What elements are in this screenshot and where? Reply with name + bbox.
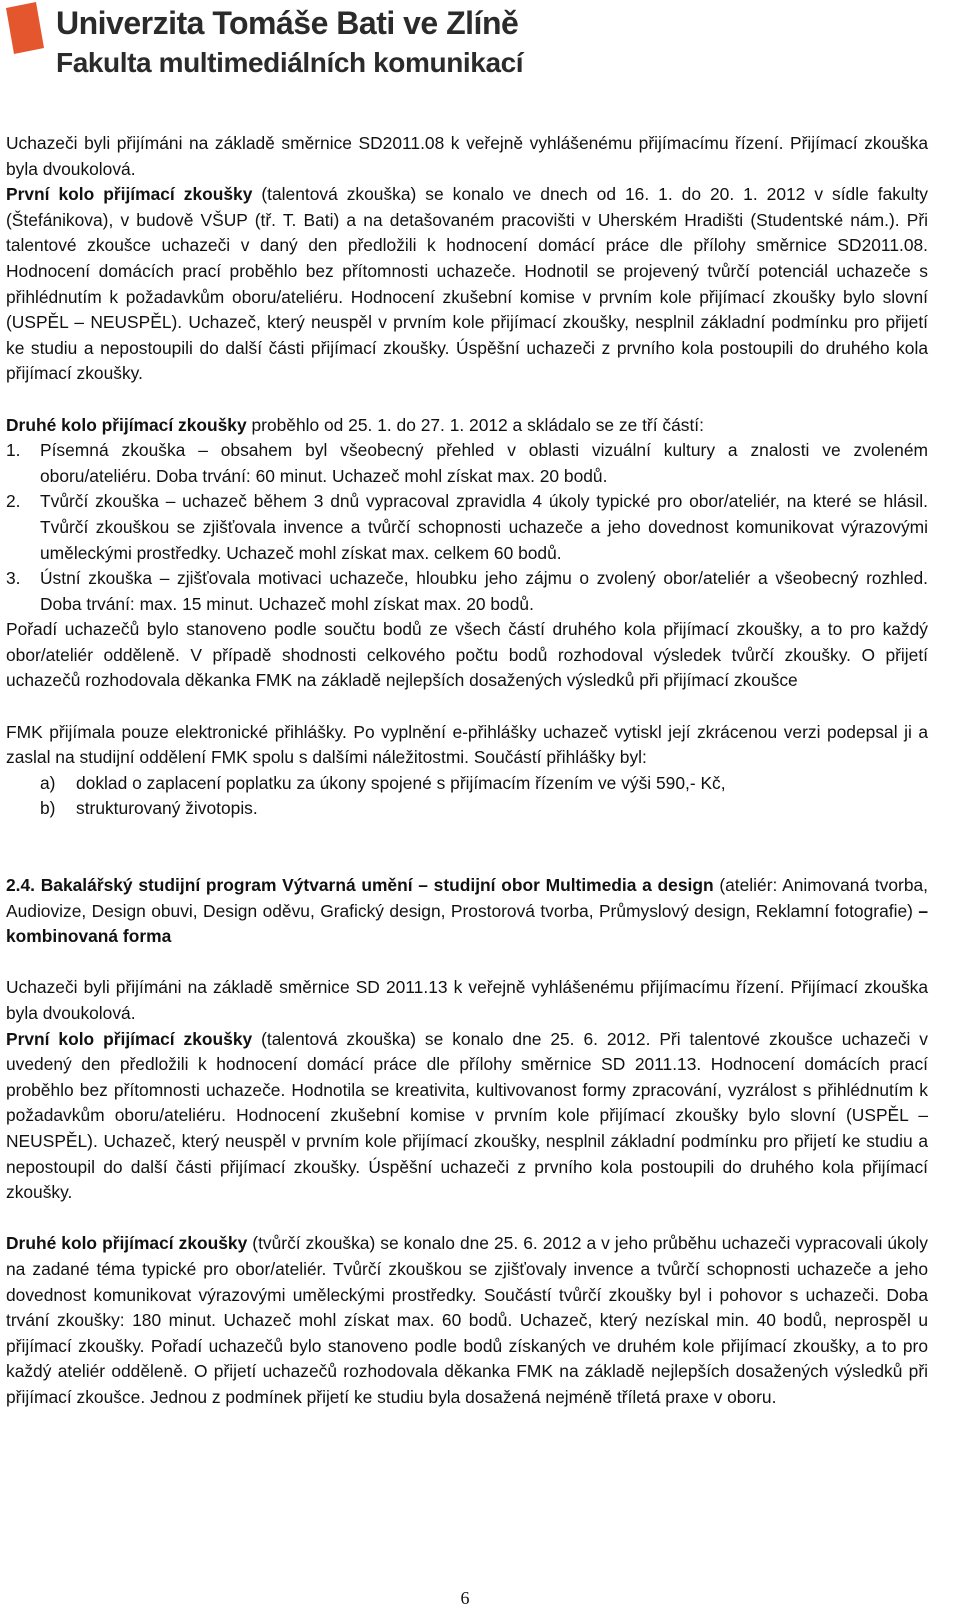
s2-round1-heading: První kolo přijímací zkoušky xyxy=(6,1028,253,1049)
s1-exam-parts-list xyxy=(6,438,928,617)
page-header xyxy=(6,2,606,84)
faculty-name: Fakulta multimediálních komunikací xyxy=(56,47,524,78)
list-item: 1. Písemná zkouška – obsahem byl všeobecný přehled v oblasti vizuální kultury a znalosti ve zvoleném oboru/ateliéru. Doba trvání: 60 minut. Uchazeč mohl získat max. 20 bodů. xyxy=(6,440,928,486)
s1-round2 xyxy=(6,413,928,439)
s1-intro: Uchazeči byli přijímáni na základě směrnice SD2011.08 k veřejně vyhlášenému přijímacímu řízení. Přijímací zkouška byla dvoukolová. xyxy=(6,133,928,179)
s1-round1-text: (talentová zkouška) se konalo ve dnech od 16. 1. do 20. 1. 2012 v sídle fakulty (Štefánikova), v budově VŠUP (tř. T. Bati) a na detašovaném pracovišti v Uherském Hradišti (Studentské nám.). Při talentové zkoušce uchazeči v daný den předložili k hodnocení domácí práce dle přílohy směrnice SD2011.08. Hodnocení domácích prací proběhlo bez přítomnosti uchazeče. Hodnotil se projevený tvůrčí potenciál uchazeče s přihlédnutím k požadavkům oboru/ateliéru. Hodnocení zkušební komise v prvním kole přijímací zkoušky bylo slovní (USPĚL – NEUSPĚL). Uchazeč, který neuspěl v prvním kole přijímací zkoušky, nesplnil základní podmínku pro přijetí ke studiu a nepostoupili do další části přijímací zkoušky. Úspěšní uchazeči z prvního kola postoupili do druhého kola přijímací zkoušky. xyxy=(6,184,928,384)
s2-round2-text: (tvůrčí zkouška) se konalo dne 25. 6. 2012 a v jeho průběhu uchazeči vypracovali úkoly na zadané téma typické pro obor/ateliér. Tvůrčí zkouškou se zjišťovaly invence a tvůrčí schopnosti uchazeče a jeho dovednost komunikovat výrazovými uměleckými prostředky. Součástí tvůrčí zkoušky byl i pohovor s uchazeči. Doba trvání zkoušky: 180 minut. Uchazeč mohl získat max. 60 bodů. Uchazeč, který nezískal min. 40 bodů, neprospěl u přijímací zkoušky. Pořadí uchazečů bylo stanoveno podle bodů získaných ve druhém kole přijímací zkoušky, a to pro každý ateliér odděleně. O přijetí uchazečů rozhodovala děkanka FMK na základě nejlepších dosažených výsledků při přijímací zkoušce. Jednou z podmínek přijetí ke studiu byla dosažená nejméně tříletá praxe v oboru. xyxy=(6,1233,928,1407)
s1-application: FMK přijímala pouze elektronické přihlášky. Po vyplnění e-přihlášky uchazeč vytiskl její zkrácenou verzi podepsal ji a zaslal na studijní oddělení FMK spolu s dalšími náležitostmi. Součástí přihlášky byl: xyxy=(6,721,928,768)
section-title: 2.4. Bakalářský studijní program Výtvarná umění – studijní obor Multimedia a design xyxy=(6,875,714,896)
s2-intro: Uchazeči byli přijímáni na základě směrnice SD 2011.13 k veřejně vyhlášenému přijímacímu řízení. Přijímací zkouška byla dvoukolová. xyxy=(6,977,928,1023)
list-item: 3. Ústní zkouška – zjišťovala motivaci uchazeče, hloubku jeho zájmu o zvolený obor/ateliér a všeobecný rozhled. Doba trvání: max. 15 minut. Uchazeč mohl získat max. 20 bodů. xyxy=(6,568,928,614)
s1-round2-text: proběhlo od 25. 1. do 27. 1. 2012 a skládalo se ze tří částí: xyxy=(246,414,704,435)
section-form: – kombinovaná forma xyxy=(6,900,928,947)
s2-round2-heading: Druhé kolo přijímací zkoušky xyxy=(6,1233,248,1254)
s2-heading xyxy=(6,873,928,950)
s2-round1 xyxy=(6,1027,928,1206)
s1-ranking: Pořadí uchazečů bylo stanoveno podle součtu bodů ze všech částí druhého kola přijímací zkoušky, a to pro každý obor/ateliér odděleně. V případě shodnosti celkového počtu bodů rozhodoval výsledek tvůrčí zkoušky. O přijetí uchazečů rozhodovala děkanka FMK na základě nejlepších dosažených výsledků při přijímací zkoušce xyxy=(6,619,928,691)
s2-round1-text: (talentová zkouška) se konalo dne 25. 6. 2012. Při talentové zkoušce uchazeči v uvedený den předložili k hodnocení domácí práce dle přílohy směrnice SD 2011.13. Hodnocení domácích prací proběhlo bez přítomnosti uchazeče. Hodnotila se kreativita, kultivovanost formy zpracování, vyzrálost s přihlédnutím k požadavkům oboru/ateliéru. Hodnocení zkušební komise v prvním kole přijímací zkoušky bylo slovní (USPĚL – NEUSPĚL). Uchazeč, který neuspěl v prvním kole přijímací zkoušky, nesplnil základní podmínku pro přijetí ke studiu a nepostoupil do další části přijímací zkoušky. Úspěšní uchazeči z prvního kola postoupili do druhého kola přijímací zkoušky. xyxy=(6,1028,928,1203)
s1-application-list xyxy=(6,771,928,822)
list-item: a) doklad o zaplacení poplatku za úkony spojené s přijímacím řízením ve výši 590,- Kč, xyxy=(40,772,726,793)
university-logo-icon xyxy=(6,2,44,54)
section-ateliers: (ateliér: Animovaná tvorba, Audiovize, Design obuvi, Design oděvu, Grafický design, Prostorová tvorba, Průmyslový design, Reklamní fotografie) xyxy=(6,875,928,921)
s1-round1-heading: První kolo přijímací zkoušky xyxy=(6,184,253,205)
document-body xyxy=(6,131,928,1411)
university-name: Univerzita Tomáše Bati ve Zlíně xyxy=(56,5,519,41)
list-item: 2. Tvůrčí zkouška – uchazeč během 3 dnů vypracoval zpravidla 4 úkoly typické pro obor/ateliér, na které se hlásil. Tvůrčí zkouškou se zjišťovala invence a tvůrčí schopnosti uchazeče a jeho dovednost komunikovat výrazovými uměleckými prostředky. Uchazeč mohl získat max. celkem 60 bodů. xyxy=(6,491,928,563)
s2-round2 xyxy=(6,1231,928,1410)
s1-round1 xyxy=(6,182,928,387)
page-number: 6 xyxy=(460,1588,470,1608)
s1-round2-heading: Druhé kolo přijímací zkoušky xyxy=(6,414,247,435)
list-item: b) strukturovaný životopis. xyxy=(40,798,258,819)
